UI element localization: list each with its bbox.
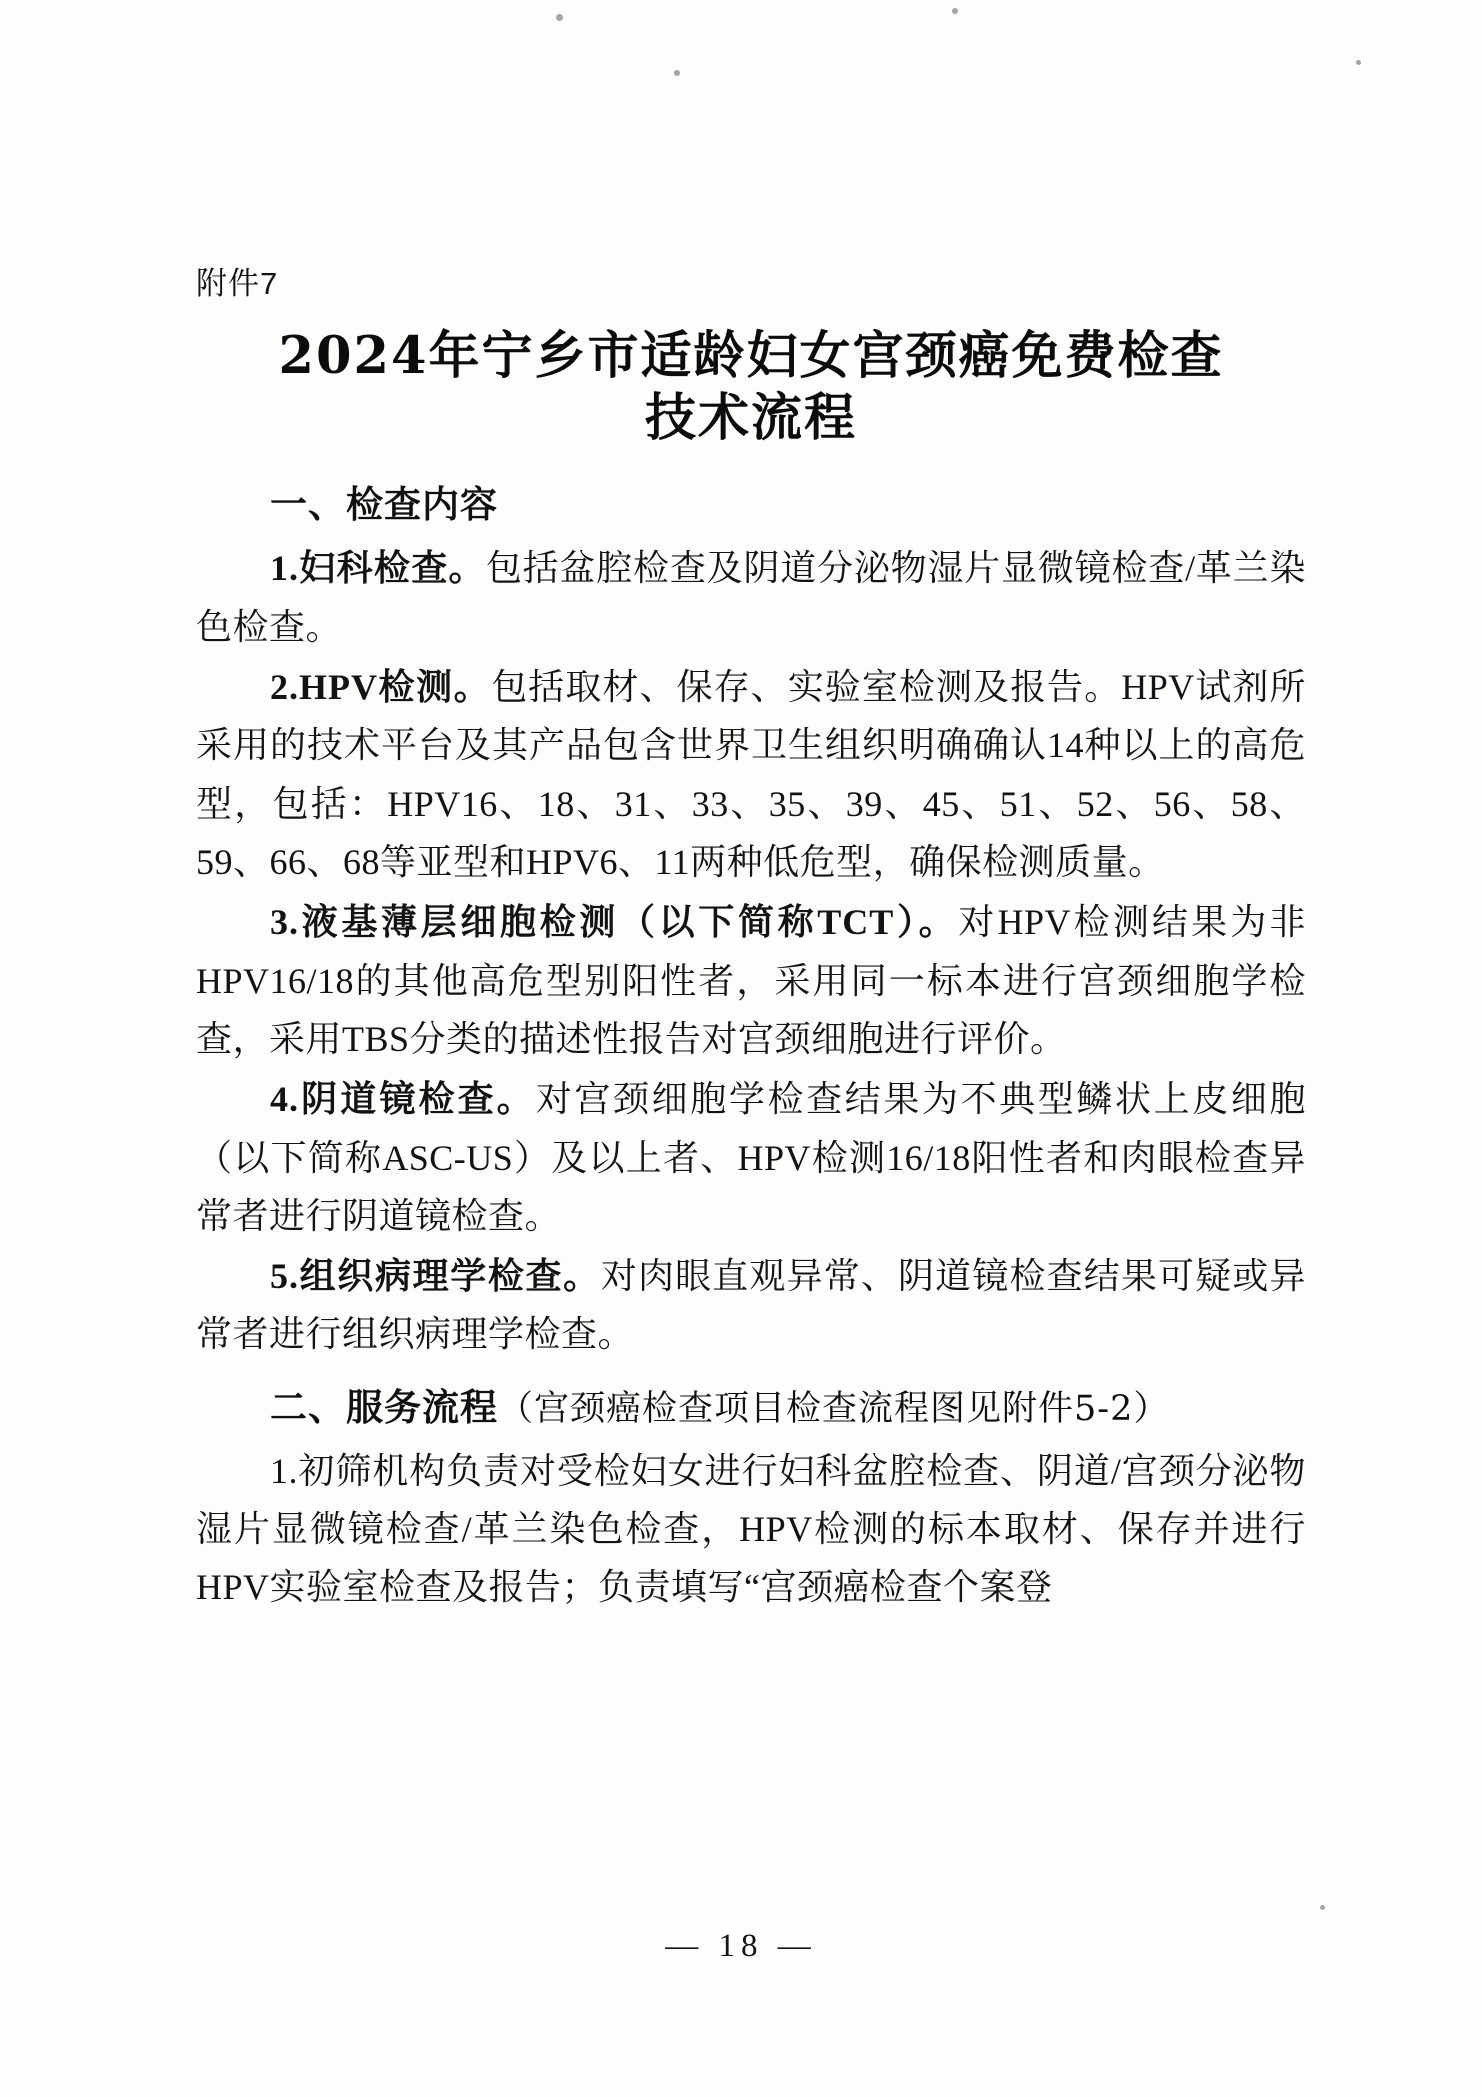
paragraph-lead: 3.液基薄层细胞检测（以下简称TCT）。 — [270, 902, 959, 943]
paragraph-lead: 1.妇科检查。 — [270, 548, 486, 589]
paragraph — [196, 658, 1306, 891]
paragraph-lead: 2.HPV检测。 — [270, 667, 492, 707]
paragraph-lead: 5.组织病理学检查。 — [270, 1256, 601, 1297]
paragraph-text: 对肉眼直观异常、阴道镜检查结果可疑或异常者进行组织病理学检查。 — [196, 1256, 1306, 1355]
scan-speck — [1320, 1905, 1325, 1910]
paragraph-text: 对HPV检测结果为非HPV16/18的其他高危型别阳性者，采用同一标本进行宫颈细胞学检查，采用TBS分类的描述性报告对宫颈细胞进行评价。 — [196, 902, 1306, 1059]
scan-speck — [952, 8, 958, 14]
scan-speck — [556, 14, 563, 21]
scan-speck — [1356, 60, 1361, 65]
paragraph-lead: 4.阴道镜检查。 — [270, 1079, 536, 1120]
paragraph-text: 包括盆腔检查及阴道分泌物湿片显微镜检查/革兰染色检查。 — [196, 548, 1306, 647]
document-body — [196, 258, 1306, 1619]
paragraph-text: 包括取材、保存、实验室检测及报告。HPV试剂所采用的技术平台及其产品包含世界卫生组织明确确认14种以上的高危型，包括：HPV16、18、31、33、35、39、45、51、52、56、58、59、66、68等亚型和HPV6、11两种低危型，确保检测质量。 — [196, 667, 1306, 882]
page-number: — 18 — — [665, 1928, 817, 1964]
section-heading-2-text: 二、服务流程 — [270, 1384, 498, 1429]
section-heading-1-text: 一、检查内容 — [270, 482, 498, 527]
paragraph — [196, 1442, 1306, 1617]
paragraph — [196, 1070, 1306, 1245]
title-line-2: 技术流程 — [644, 388, 857, 449]
paragraph — [196, 1247, 1306, 1364]
paragraph — [196, 539, 1306, 656]
page-title — [196, 325, 1306, 449]
paragraph-text: 对宫颈细胞学检查结果为不典型鳞状上皮细胞（以下简称ASC-US）及以上者、HPV检测16/18阳性者和肉眼检查异常者进行阴道镜检查。 — [196, 1079, 1306, 1236]
section-heading-1 — [196, 475, 1306, 535]
scan-speck — [674, 70, 680, 76]
section-heading-2 — [196, 1378, 1306, 1438]
title-line-1: 2024年宁乡市适龄妇女宫颈癌免费检查 — [278, 326, 1224, 386]
paragraph — [196, 893, 1306, 1068]
section-heading-2-suffix: （宫颈癌检查项目检查流程图见附件5-2） — [498, 1388, 1170, 1429]
paragraph-text: 1.初筛机构负责对受检妇女进行妇科盆腔检查、阴道/宫颈分泌物湿片显微镜检查/革兰染色检查，HPV检测的标本取材、保存并进行HPV实验室检查及报告；负责填写“宫颈癌检查个案登 — [196, 1450, 1306, 1608]
attachment-label: 附件7 — [196, 266, 279, 301]
